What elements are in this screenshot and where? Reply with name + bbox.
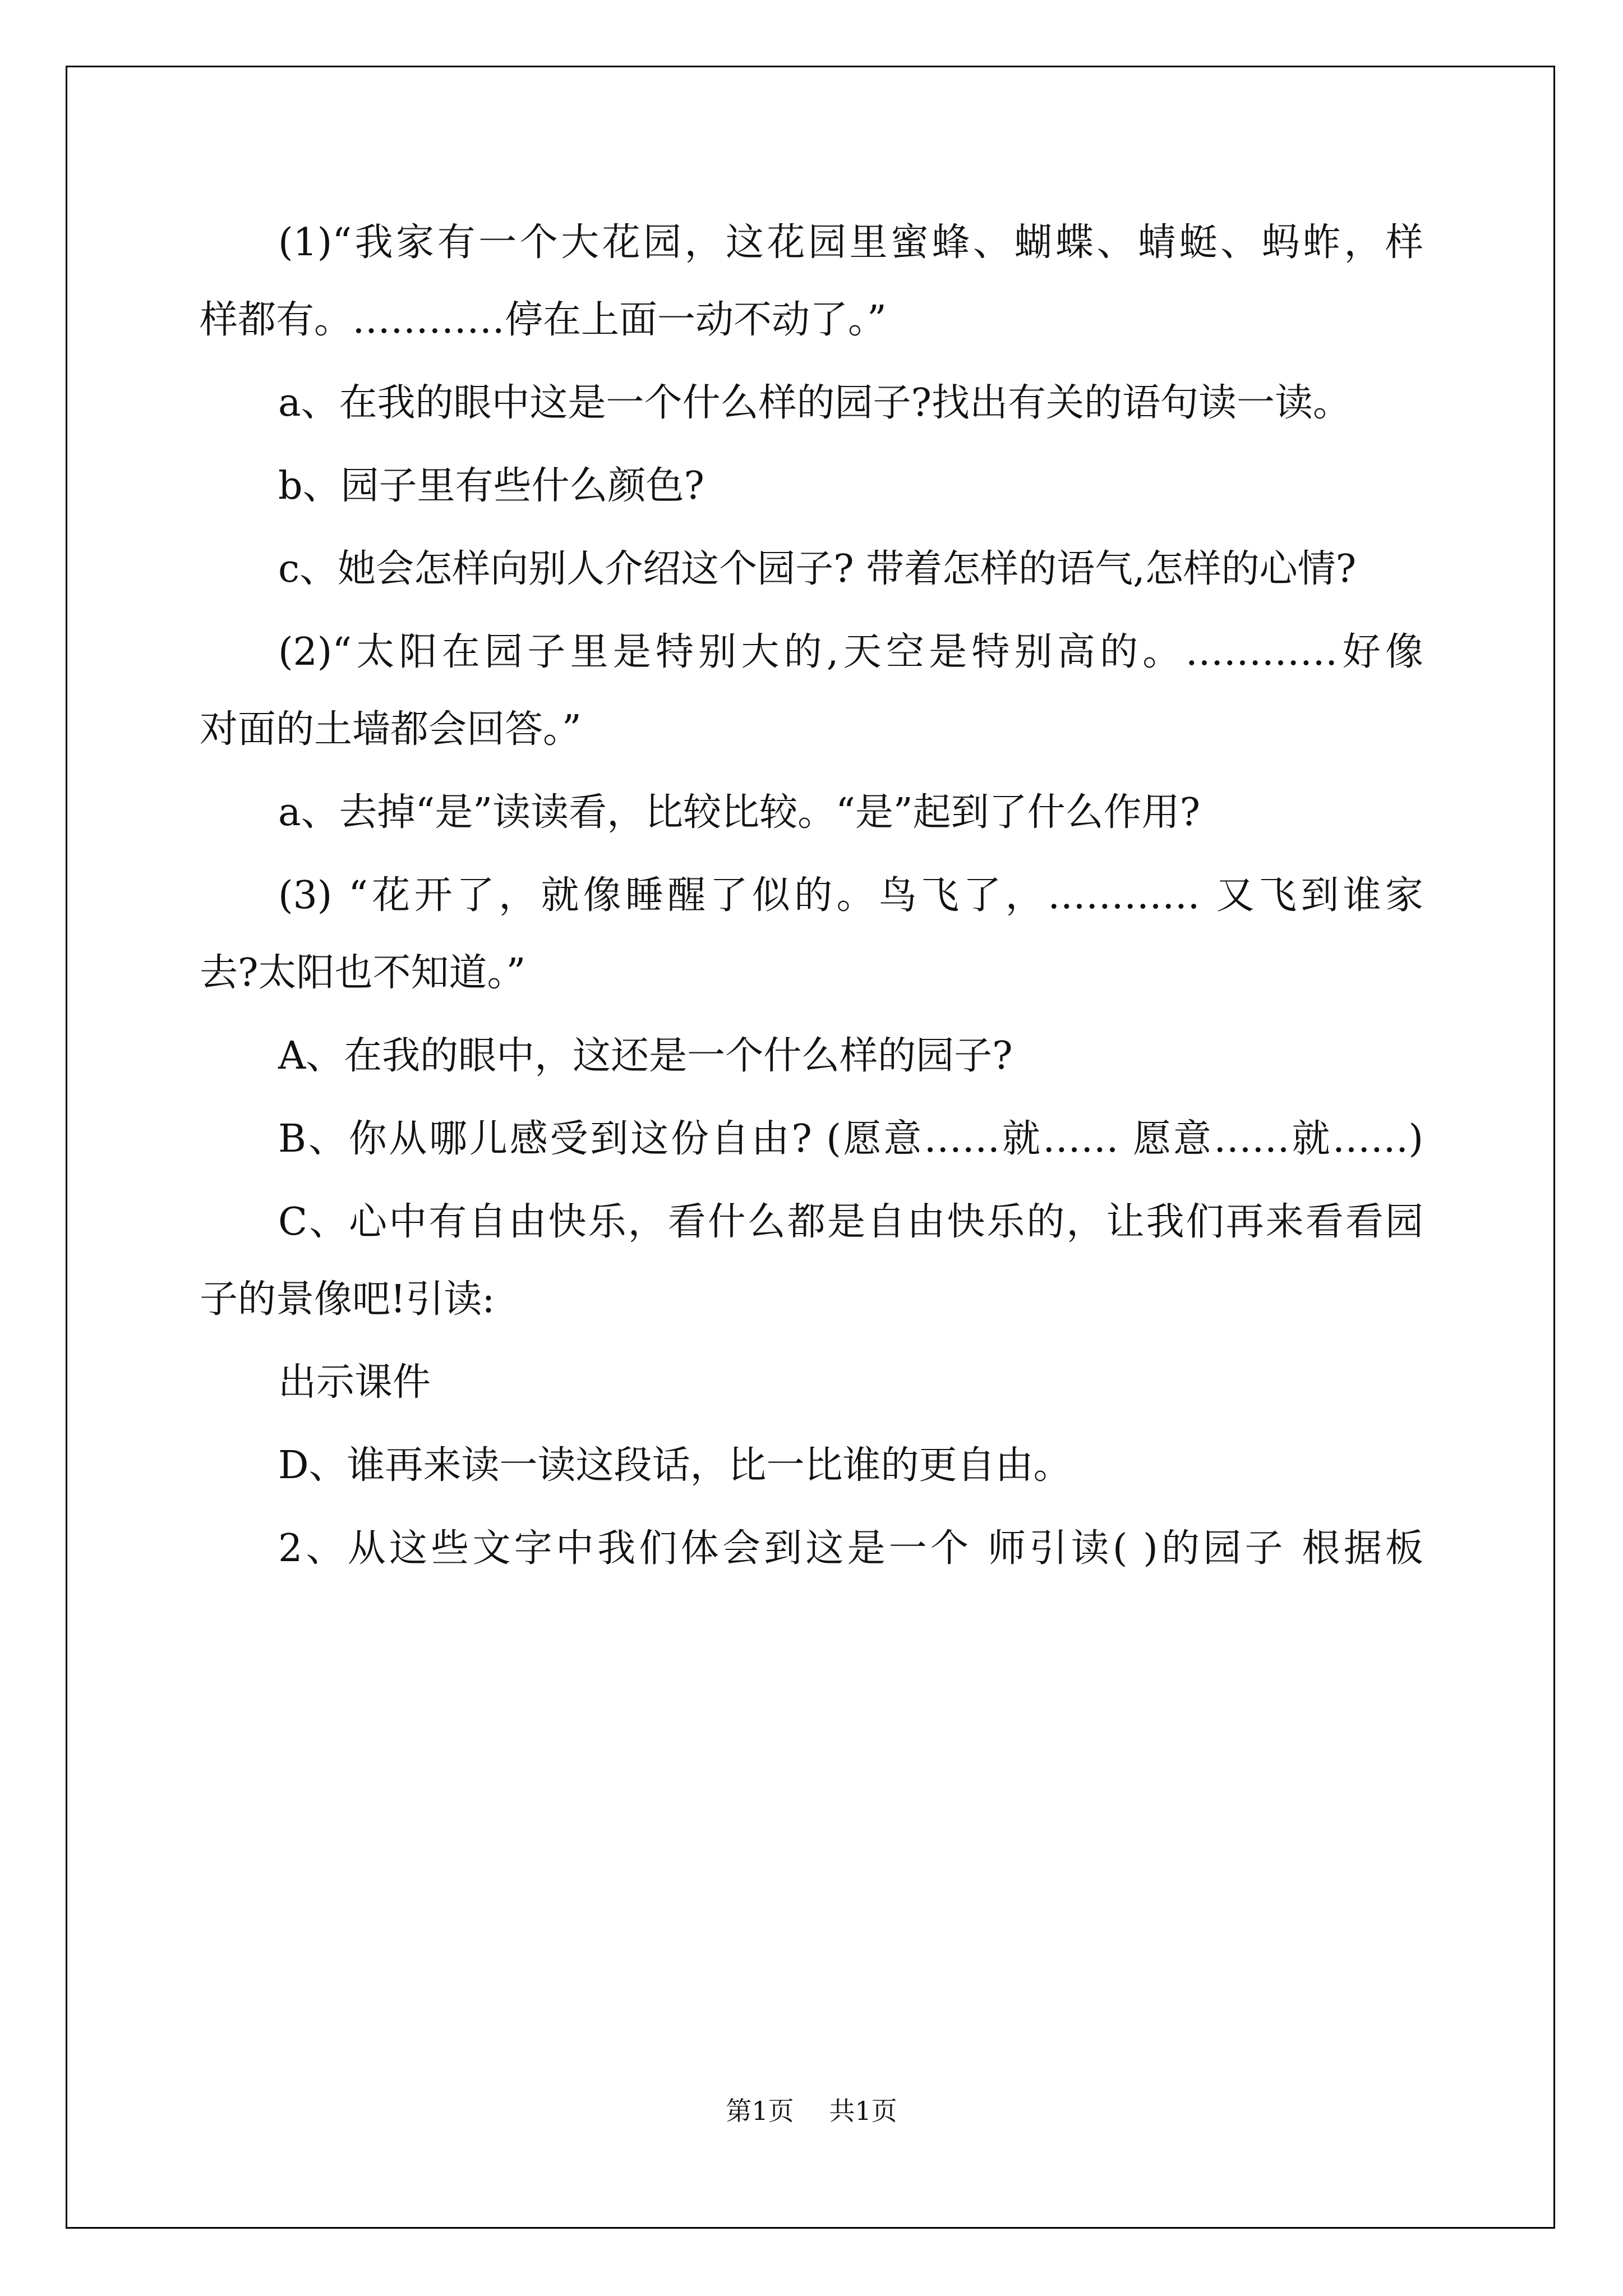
paragraph-line: 出示课件 <box>278 1360 431 1405</box>
page-number: 第1页 <box>726 2096 794 2126</box>
page-footer <box>0 2091 1623 2128</box>
paragraph-line: D、谁再来读一读这段话，比一比谁的更自由。 <box>278 1443 1072 1488</box>
paragraph-line: 对面的土墙都会回答。” <box>200 707 582 752</box>
paragraph-line: c、她会怎样向别人介绍这个园子? 带着怎样的语气,怎样的心情? <box>278 547 1357 591</box>
paragraph-line: (2)“太阳在园子里是特别大的,天空是特别高的。…………好像 <box>278 630 1423 674</box>
paragraph-line: 2、从这些文字中我们体会到这是一个 师引读( )的园子 根据板 <box>278 1526 1423 1571</box>
paragraph-line: (3) “花开了，就像睡醒了似的。鸟飞了，………… 又飞到谁家 <box>278 873 1423 918</box>
paragraph-line: a、去掉“是”读读看，比较比较。“是”起到了什么作用? <box>278 790 1201 835</box>
paragraph-line: 样都有。…………停在上面一动不动了。” <box>200 298 887 342</box>
paragraph-line: 子的景像吧!引读: <box>200 1277 495 1322</box>
paragraph-line: b、园子里有些什么颜色? <box>278 464 704 508</box>
paragraph-line: a、在我的眼中这是一个什么样的园子?找出有关的语句读一读。 <box>278 381 1352 425</box>
paragraph-line: A、在我的眼中，这还是一个什么样的园子? <box>278 1034 1013 1078</box>
paragraph-line: B、你从哪儿感受到这份自由? (愿意……就…… 愿意……就……) <box>278 1117 1423 1161</box>
page-total: 共1页 <box>829 2096 897 2126</box>
paragraph-line: C、心中有自由快乐，看什么都是自由快乐的，让我们再来看看园 <box>278 1200 1423 1244</box>
paragraph-line: 去?太阳也不知道。” <box>200 951 526 995</box>
paragraph-line: (1)“我家有一个大花园，这花园里蜜蜂、蝴蝶、蜻蜓、蚂蚱，样 <box>278 220 1423 265</box>
